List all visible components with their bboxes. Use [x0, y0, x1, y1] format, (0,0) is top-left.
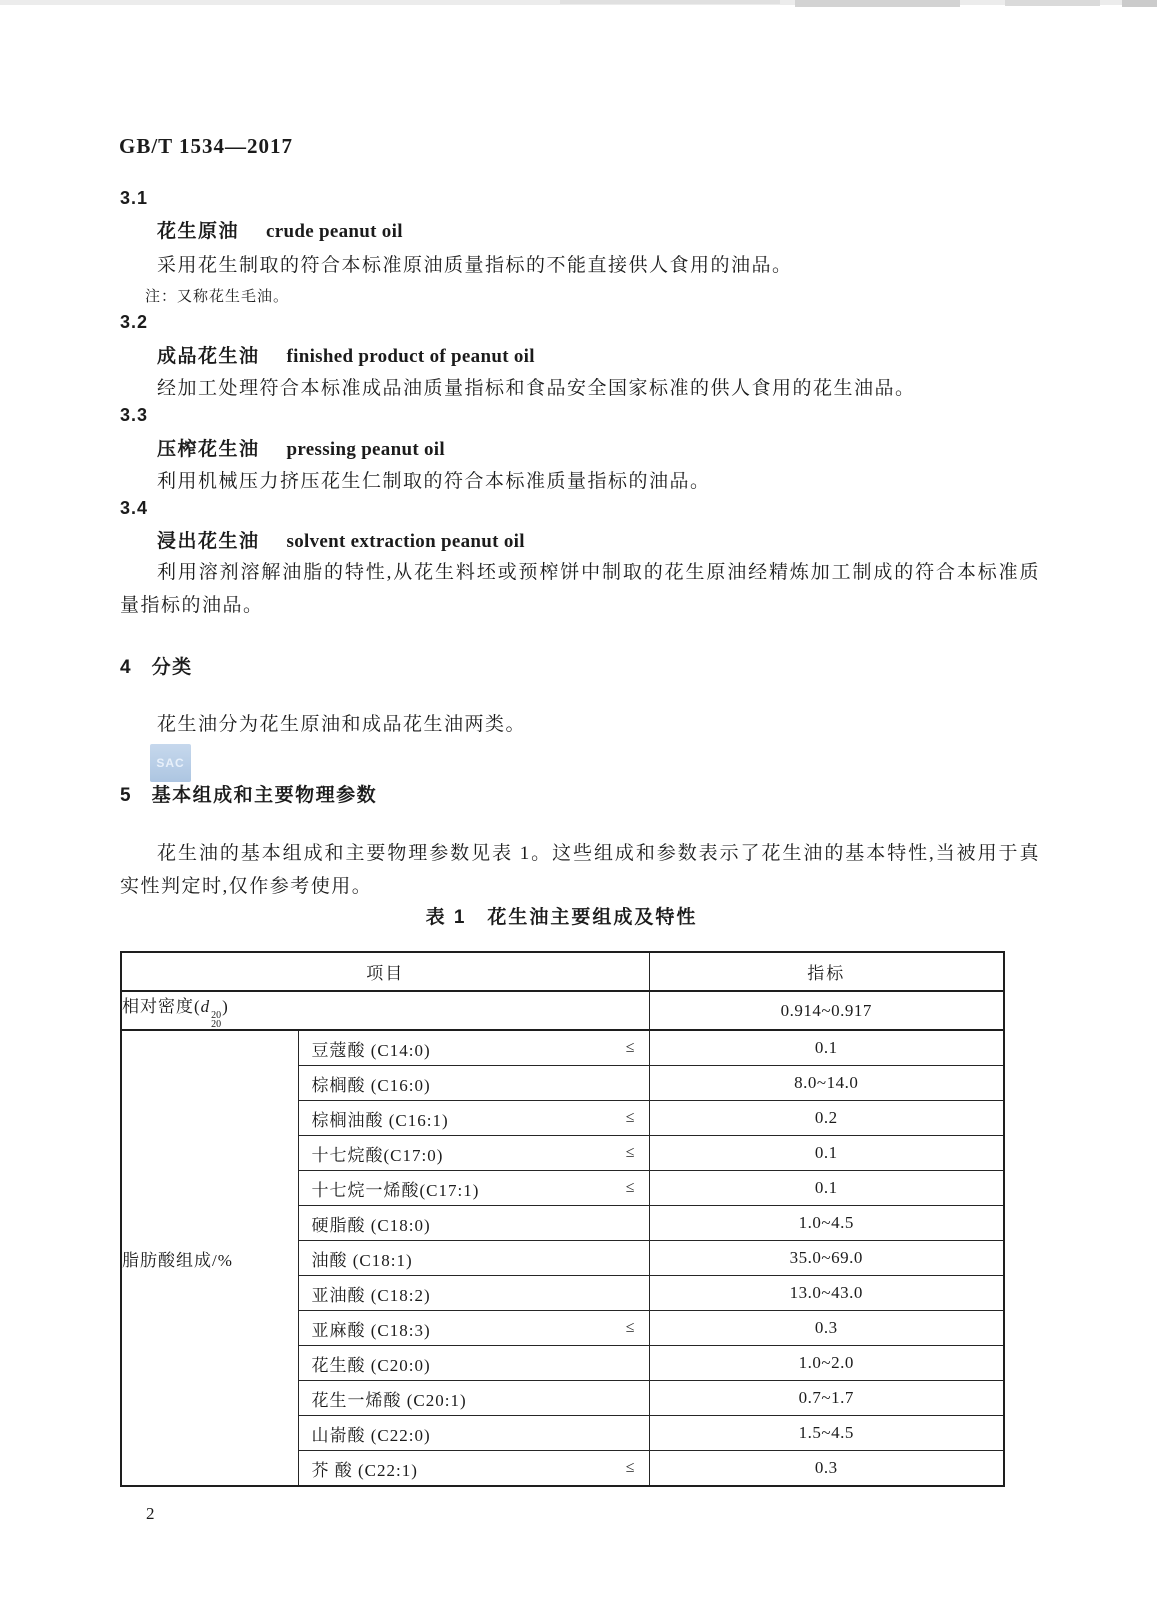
fatty-acid-cell	[298, 1206, 649, 1241]
column-header-value: 指标	[649, 952, 1004, 991]
density-sup-sub: 20 20	[211, 1010, 222, 1030]
fatty-acid-value: 0.1	[649, 1030, 1004, 1066]
fatty-acid-cell	[298, 1101, 649, 1136]
fatty-acid-name: 硬脂酸 (C18:0)	[311, 1215, 431, 1235]
term-zh: 浸出花生油	[157, 531, 260, 552]
fatty-acid-value: 0.3	[649, 1311, 1004, 1346]
table-row	[121, 1030, 1004, 1066]
fatty-acid-name: 十七烷酸(C17:0)	[311, 1145, 444, 1165]
section-title: 分类	[151, 657, 193, 678]
term-en: solvent extraction peanut oil	[286, 531, 525, 552]
term-zh: 压榨花生油	[157, 439, 260, 460]
clause-number-3-1: 3.1	[120, 188, 149, 208]
term-zh: 成品花生油	[157, 346, 260, 367]
section-title: 基本组成和主要物理参数	[151, 785, 378, 806]
clause-number-3-3: 3.3	[120, 405, 149, 425]
term-zh: 花生原油	[157, 221, 240, 242]
fatty-acid-cell	[298, 1276, 649, 1311]
fatty-acid-name: 十七烷一烯酸(C17:1)	[311, 1180, 480, 1200]
fatty-acid-name: 棕榈酸 (C16:0)	[311, 1075, 431, 1095]
fatty-acid-cell	[298, 1311, 649, 1346]
term-3-3	[157, 434, 445, 461]
relation-symbol: ≤	[625, 1459, 635, 1476]
fatty-acid-cell	[298, 1451, 649, 1487]
fatty-acid-cell	[298, 1136, 649, 1171]
section-heading-5	[120, 780, 377, 807]
fatty-acid-name: 花生一烯酸 (C20:1)	[311, 1390, 467, 1410]
clause-number-3-4: 3.4	[120, 498, 149, 518]
section-number: 4	[120, 657, 131, 678]
page-number: 2	[146, 1504, 155, 1523]
fatty-acid-name: 花生酸 (C20:0)	[311, 1355, 431, 1375]
table-group-label: 脂肪酸组成/%	[121, 1030, 298, 1486]
section-4-body: 花生油分为花生原油和成品花生油两类。	[157, 714, 527, 735]
fatty-acid-value: 0.2	[649, 1101, 1004, 1136]
fatty-acid-cell	[298, 1171, 649, 1206]
column-header-item: 项目	[121, 952, 649, 991]
table-row	[121, 991, 1004, 1030]
scan-artifact	[1122, 0, 1157, 7]
section-5-body: 花生油的基本组成和主要物理参数见表 1。这些组成和参数表示了花生油的基本特性,当被用于真实性判定时,仅作参考使用。	[120, 843, 1040, 897]
standard-number: GB/T 1534—2017	[119, 134, 294, 158]
term-en: finished product of peanut oil	[286, 346, 535, 367]
fatty-acid-name: 棕榈油酸 (C16:1)	[311, 1110, 449, 1130]
term-3-1	[157, 216, 403, 243]
relation-symbol: ≤	[625, 1319, 635, 1336]
fatty-acid-value: 0.3	[649, 1451, 1004, 1487]
fatty-acid-name: 亚麻酸 (C18:3)	[311, 1320, 431, 1340]
fatty-acid-name: 油酸 (C18:1)	[311, 1250, 413, 1270]
scan-artifact	[560, 0, 780, 4]
fatty-acid-name: 芥 酸 (C22:1)	[311, 1460, 418, 1480]
fatty-acid-value: 1.0~4.5	[649, 1206, 1004, 1241]
table-1	[120, 951, 1005, 1487]
density-label: 相对密度(d 20 20 )	[121, 991, 649, 1030]
fatty-acid-value: 13.0~43.0	[649, 1276, 1004, 1311]
fatty-acid-name: 豆蔻酸 (C14:0)	[311, 1040, 431, 1060]
relation-symbol: ≤	[625, 1039, 635, 1056]
fatty-acid-cell	[298, 1381, 649, 1416]
definition-3-3: 利用机械压力挤压花生仁制取的符合本标准质量指标的油品。	[157, 471, 711, 492]
fatty-acid-value: 1.5~4.5	[649, 1416, 1004, 1451]
relation-symbol: ≤	[625, 1109, 635, 1126]
section-number: 5	[120, 785, 131, 806]
sac-watermark: SAC	[150, 744, 191, 782]
fatty-acid-name: 亚油酸 (C18:2)	[311, 1285, 431, 1305]
fatty-acid-cell	[298, 1346, 649, 1381]
term-3-4	[157, 526, 525, 553]
table-caption: 表 1 花生油主要组成及特性	[425, 907, 698, 928]
fatty-acid-cell	[298, 1241, 649, 1276]
scan-artifact	[1005, 0, 1100, 6]
fatty-acid-cell	[298, 1416, 649, 1451]
definition-3-1: 采用花生制取的符合本标准原油质量指标的不能直接供人食用的油品。	[157, 255, 793, 276]
fatty-acid-value: 35.0~69.0	[649, 1241, 1004, 1276]
fatty-acid-value: 0.1	[649, 1171, 1004, 1206]
fatty-acid-value: 0.1	[649, 1136, 1004, 1171]
fatty-acid-name: 山嵛酸 (C22:0)	[311, 1425, 431, 1445]
fatty-acid-cell	[298, 1066, 649, 1101]
density-value: 0.914~0.917	[649, 991, 1004, 1030]
fatty-acid-value: 0.7~1.7	[649, 1381, 1004, 1416]
fatty-acid-cell	[298, 1030, 649, 1066]
table-header-row	[121, 952, 1004, 991]
fatty-acid-value: 8.0~14.0	[649, 1066, 1004, 1101]
term-en: pressing peanut oil	[286, 439, 445, 460]
scan-artifact	[795, 0, 960, 7]
section-heading-4	[120, 652, 193, 679]
relation-symbol: ≤	[625, 1179, 635, 1196]
term-en: crude peanut oil	[266, 221, 403, 242]
note-3-1: 注：又称花生毛油。	[145, 289, 290, 305]
fatty-acid-value: 1.0~2.0	[649, 1346, 1004, 1381]
density-symbol: d	[200, 997, 211, 1016]
term-3-2	[157, 341, 535, 368]
definition-3-2: 经加工处理符合本标准成品油质量指标和食品安全国家标准的供人食用的花生油品。	[157, 378, 916, 399]
relation-symbol: ≤	[625, 1144, 635, 1161]
clause-number-3-2: 3.2	[120, 312, 149, 332]
definition-3-4: 利用溶剂溶解油脂的特性,从花生料坯或预榨饼中制取的花生原油经精炼加工制成的符合本标准质量指标的油品。	[120, 562, 1040, 616]
